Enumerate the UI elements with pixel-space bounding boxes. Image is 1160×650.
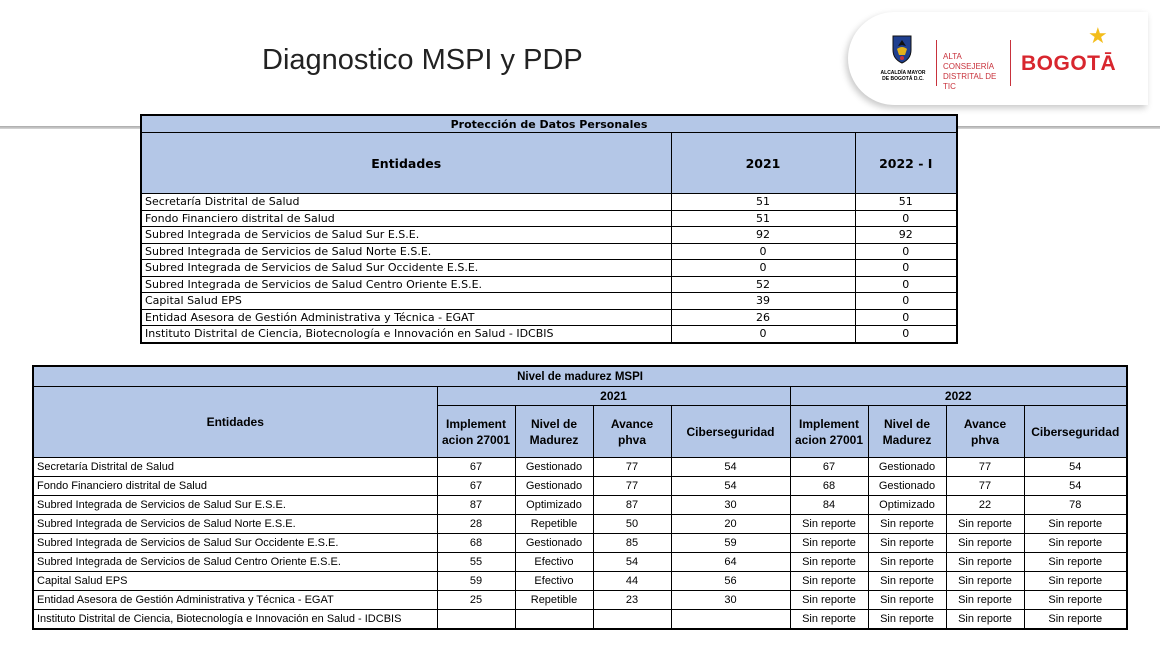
mspi-table bbox=[32, 365, 1128, 630]
pdp-entity-cell: Subred Integrada de Servicios de Salud Norte E.S.E. bbox=[141, 243, 671, 260]
consejeria-line1: ALTA CONSEJERÍA bbox=[943, 52, 995, 71]
table-row bbox=[141, 194, 957, 211]
mspi-2021-implementacion-cell: 25 bbox=[437, 591, 515, 610]
logo-divider bbox=[936, 40, 937, 86]
pdp-2021-cell: 92 bbox=[671, 227, 855, 244]
pdp-entity-cell: Instituto Distrital de Ciencia, Biotecnología e Innovación en Salud - IDCBIS bbox=[141, 326, 671, 343]
mspi-2022-implementacion-cell: 84 bbox=[790, 496, 868, 515]
mspi-2022-nivel-madurez-cell: Sin reporte bbox=[868, 591, 946, 610]
pdp-header-2022: 2022 - I bbox=[855, 133, 957, 194]
mspi-entity-cell: Capital Salud EPS bbox=[33, 572, 437, 591]
mspi-2022-nivel-madurez-cell: Sin reporte bbox=[868, 534, 946, 553]
pdp-2021-cell: 51 bbox=[671, 210, 855, 227]
pdp-2022-cell: 92 bbox=[855, 227, 957, 244]
mspi-2021-nivel-madurez-cell: Repetible bbox=[515, 591, 593, 610]
mspi-2022-avance-phva-cell: 77 bbox=[946, 477, 1024, 496]
mspi-2022-ciberseguridad-cell: Sin reporte bbox=[1024, 591, 1127, 610]
mspi-2022-nivel-madurez-cell: Gestionado bbox=[868, 458, 946, 477]
mspi-entity-cell: Subred Integrada de Servicios de Salud Sur E.S.E. bbox=[33, 496, 437, 515]
mspi-2021-implementacion-cell: 68 bbox=[437, 534, 515, 553]
pdp-entity-cell: Subred Integrada de Servicios de Salud Sur E.S.E. bbox=[141, 227, 671, 244]
pdp-table bbox=[140, 114, 958, 344]
mspi-2022-implementacion-cell: 68 bbox=[790, 477, 868, 496]
mspi-entity-cell: Instituto Distrital de Ciencia, Biotecnología e Innovación en Salud - IDCBIS bbox=[33, 610, 437, 630]
mspi-2021-ciberseguridad-cell: 54 bbox=[671, 458, 790, 477]
table-row bbox=[141, 309, 957, 326]
mspi-2022-implementacion-cell: Sin reporte bbox=[790, 515, 868, 534]
logo-banner bbox=[848, 12, 1148, 105]
mspi-2022-avance-phva-cell: 22 bbox=[946, 496, 1024, 515]
mspi-2022-nivel-madurez-cell: Sin reporte bbox=[868, 553, 946, 572]
consejeria-label bbox=[943, 52, 1009, 92]
consejeria-line2: DISTRITAL DE TIC bbox=[943, 72, 997, 91]
pdp-2021-cell: 0 bbox=[671, 326, 855, 343]
table-row bbox=[33, 496, 1127, 515]
table-row bbox=[141, 243, 957, 260]
mspi-2022-nivel-madurez-cell: Sin reporte bbox=[868, 515, 946, 534]
mspi-2021-ciberseguridad-cell bbox=[671, 610, 790, 630]
mspi-2022-implementacion-cell: Sin reporte bbox=[790, 553, 868, 572]
pdp-entity-cell: Capital Salud EPS bbox=[141, 293, 671, 310]
pdp-entity-cell: Subred Integrada de Servicios de Salud Sur Occidente E.S.E. bbox=[141, 260, 671, 277]
mspi-2021-implementacion-cell: 67 bbox=[437, 458, 515, 477]
mspi-2021-ciberseguridad-cell: 64 bbox=[671, 553, 790, 572]
table-row bbox=[33, 553, 1127, 572]
pdp-2022-cell: 0 bbox=[855, 326, 957, 343]
mspi-2021-ciberseguridad-cell: 30 bbox=[671, 591, 790, 610]
pdp-2022-cell: 0 bbox=[855, 243, 957, 260]
mspi-2021-nivel-madurez-cell: Gestionado bbox=[515, 477, 593, 496]
mspi-2021-implementacion-cell: 87 bbox=[437, 496, 515, 515]
mspi-2022-ciberseguridad-cell: 54 bbox=[1024, 477, 1127, 496]
mspi-2022-avance-phva-cell: Sin reporte bbox=[946, 553, 1024, 572]
bogota-wordmark: BOGOTĀ bbox=[1021, 52, 1117, 75]
table-row bbox=[141, 260, 957, 277]
mspi-entity-cell: Secretaría Distrital de Salud bbox=[33, 458, 437, 477]
table-row bbox=[141, 210, 957, 227]
pdp-table-title: Protección de Datos Personales bbox=[141, 115, 957, 133]
mspi-2022-implementacion-cell: Sin reporte bbox=[790, 591, 868, 610]
mspi-2021-avance-phva-cell: 77 bbox=[593, 477, 671, 496]
mspi-table-title: Nivel de madurez MSPI bbox=[33, 366, 1127, 387]
mspi-subheader-avance-phva: Avance phva bbox=[946, 406, 1024, 458]
logo-divider bbox=[1010, 40, 1011, 86]
pdp-2022-cell: 51 bbox=[855, 194, 957, 211]
mspi-2022-implementacion-cell: Sin reporte bbox=[790, 572, 868, 591]
alcaldia-label: ALCALDÍA MAYOR DE BOGOTÁ D.C. bbox=[880, 70, 926, 82]
mspi-2022-avance-phva-cell: Sin reporte bbox=[946, 610, 1024, 630]
mspi-2021-ciberseguridad-cell: 30 bbox=[671, 496, 790, 515]
mspi-2021-nivel-madurez-cell: Repetible bbox=[515, 515, 593, 534]
mspi-2022-ciberseguridad-cell: 54 bbox=[1024, 458, 1127, 477]
mspi-entity-cell: Fondo Financiero distrital de Salud bbox=[33, 477, 437, 496]
pdp-2022-cell: 0 bbox=[855, 260, 957, 277]
mspi-2021-avance-phva-cell: 87 bbox=[593, 496, 671, 515]
mspi-2021-implementacion-cell: 55 bbox=[437, 553, 515, 572]
pdp-2021-cell: 0 bbox=[671, 260, 855, 277]
mspi-2021-avance-phva-cell: 85 bbox=[593, 534, 671, 553]
mspi-subheader-ciberseguridad: Ciberseguridad bbox=[671, 406, 790, 458]
table-row bbox=[141, 276, 957, 293]
table-row bbox=[33, 534, 1127, 553]
table-row bbox=[33, 458, 1127, 477]
mspi-2021-implementacion-cell: 28 bbox=[437, 515, 515, 534]
mspi-2021-implementacion-cell: 67 bbox=[437, 477, 515, 496]
table-row bbox=[33, 477, 1127, 496]
mspi-2021-ciberseguridad-cell: 54 bbox=[671, 477, 790, 496]
mspi-2022-nivel-madurez-cell: Gestionado bbox=[868, 477, 946, 496]
pdp-header-2021: 2021 bbox=[671, 133, 855, 194]
table-row bbox=[141, 227, 957, 244]
mspi-entity-cell: Subred Integrada de Servicios de Salud Centro Oriente E.S.E. bbox=[33, 553, 437, 572]
mspi-2021-implementacion-cell bbox=[437, 610, 515, 630]
mspi-2021-nivel-madurez-cell: Gestionado bbox=[515, 534, 593, 553]
table-row bbox=[141, 326, 957, 343]
mspi-subheader-nivel-madurez: Nivel de Madurez bbox=[515, 406, 593, 458]
mspi-2021-implementacion-cell: 59 bbox=[437, 572, 515, 591]
mspi-2022-ciberseguridad-cell: Sin reporte bbox=[1024, 610, 1127, 630]
mspi-2022-implementacion-cell: Sin reporte bbox=[790, 534, 868, 553]
mspi-year-2021: 2021 bbox=[437, 387, 790, 406]
mspi-2021-avance-phva-cell: 44 bbox=[593, 572, 671, 591]
table-row bbox=[141, 293, 957, 310]
mspi-2021-avance-phva-cell: 77 bbox=[593, 458, 671, 477]
mspi-2022-nivel-madurez-cell: Sin reporte bbox=[868, 572, 946, 591]
table-row bbox=[33, 572, 1127, 591]
mspi-2022-ciberseguridad-cell: Sin reporte bbox=[1024, 515, 1127, 534]
mspi-2022-avance-phva-cell: 77 bbox=[946, 458, 1024, 477]
mspi-2021-nivel-madurez-cell: Efectivo bbox=[515, 572, 593, 591]
mspi-2021-avance-phva-cell: 54 bbox=[593, 553, 671, 572]
mspi-header-entidades: Entidades bbox=[33, 387, 437, 458]
table-row bbox=[33, 610, 1127, 630]
pdp-entity-cell: Secretaría Distrital de Salud bbox=[141, 194, 671, 211]
pdp-2022-cell: 0 bbox=[855, 276, 957, 293]
mspi-2021-avance-phva-cell: 23 bbox=[593, 591, 671, 610]
mspi-2022-nivel-madurez-cell: Optimizado bbox=[868, 496, 946, 515]
slide-title: Diagnostico MSPI y PDP bbox=[262, 44, 583, 76]
mspi-2021-ciberseguridad-cell: 20 bbox=[671, 515, 790, 534]
pdp-2021-cell: 39 bbox=[671, 293, 855, 310]
table-row bbox=[33, 591, 1127, 610]
pdp-2022-cell: 0 bbox=[855, 210, 957, 227]
mspi-entity-cell: Subred Integrada de Servicios de Salud Norte E.S.E. bbox=[33, 515, 437, 534]
mspi-2022-ciberseguridad-cell: Sin reporte bbox=[1024, 534, 1127, 553]
pdp-2021-cell: 52 bbox=[671, 276, 855, 293]
mspi-subheader-nivel-madurez: Nivel de Madurez bbox=[868, 406, 946, 458]
pdp-2022-cell: 0 bbox=[855, 309, 957, 326]
pdp-header-entidades: Entidades bbox=[141, 133, 671, 194]
mspi-2021-ciberseguridad-cell: 56 bbox=[671, 572, 790, 591]
mspi-2022-avance-phva-cell: Sin reporte bbox=[946, 572, 1024, 591]
pdp-2022-cell: 0 bbox=[855, 293, 957, 310]
mspi-2022-avance-phva-cell: Sin reporte bbox=[946, 534, 1024, 553]
mspi-2021-nivel-madurez-cell: Gestionado bbox=[515, 458, 593, 477]
mspi-2022-ciberseguridad-cell: 78 bbox=[1024, 496, 1127, 515]
pdp-entity-cell: Subred Integrada de Servicios de Salud Centro Oriente E.S.E. bbox=[141, 276, 671, 293]
mspi-2021-ciberseguridad-cell: 59 bbox=[671, 534, 790, 553]
mspi-2021-nivel-madurez-cell: Optimizado bbox=[515, 496, 593, 515]
mspi-year-2022: 2022 bbox=[790, 387, 1127, 406]
mspi-subheader-implementacion: Implement acion 27001 bbox=[437, 406, 515, 458]
mspi-entity-cell: Entidad Asesora de Gestión Administrativa y Técnica - EGAT bbox=[33, 591, 437, 610]
mspi-2022-avance-phva-cell: Sin reporte bbox=[946, 591, 1024, 610]
pdp-entity-cell: Fondo Financiero distrital de Salud bbox=[141, 210, 671, 227]
table-row bbox=[33, 515, 1127, 534]
mspi-subheader-avance-phva: Avance phva bbox=[593, 406, 671, 458]
mspi-2021-avance-phva-cell bbox=[593, 610, 671, 630]
mspi-2022-implementacion-cell: 67 bbox=[790, 458, 868, 477]
mspi-2021-nivel-madurez-cell bbox=[515, 610, 593, 630]
pdp-2021-cell: 51 bbox=[671, 194, 855, 211]
bogota-crest-icon bbox=[890, 34, 914, 64]
mspi-2022-ciberseguridad-cell: Sin reporte bbox=[1024, 553, 1127, 572]
star-icon: ★ bbox=[1088, 24, 1108, 49]
pdp-entity-cell: Entidad Asesora de Gestión Administrativa y Técnica - EGAT bbox=[141, 309, 671, 326]
mspi-2022-ciberseguridad-cell: Sin reporte bbox=[1024, 572, 1127, 591]
mspi-2022-nivel-madurez-cell: Sin reporte bbox=[868, 610, 946, 630]
mspi-subheader-implementacion: Implement acion 27001 bbox=[790, 406, 868, 458]
mspi-entity-cell: Subred Integrada de Servicios de Salud Sur Occidente E.S.E. bbox=[33, 534, 437, 553]
mspi-2022-implementacion-cell: Sin reporte bbox=[790, 610, 868, 630]
pdp-2021-cell: 26 bbox=[671, 309, 855, 326]
mspi-2021-nivel-madurez-cell: Efectivo bbox=[515, 553, 593, 572]
mspi-2021-avance-phva-cell: 50 bbox=[593, 515, 671, 534]
mspi-subheader-ciberseguridad: Ciberseguridad bbox=[1024, 406, 1127, 458]
mspi-2022-avance-phva-cell: Sin reporte bbox=[946, 515, 1024, 534]
pdp-2021-cell: 0 bbox=[671, 243, 855, 260]
